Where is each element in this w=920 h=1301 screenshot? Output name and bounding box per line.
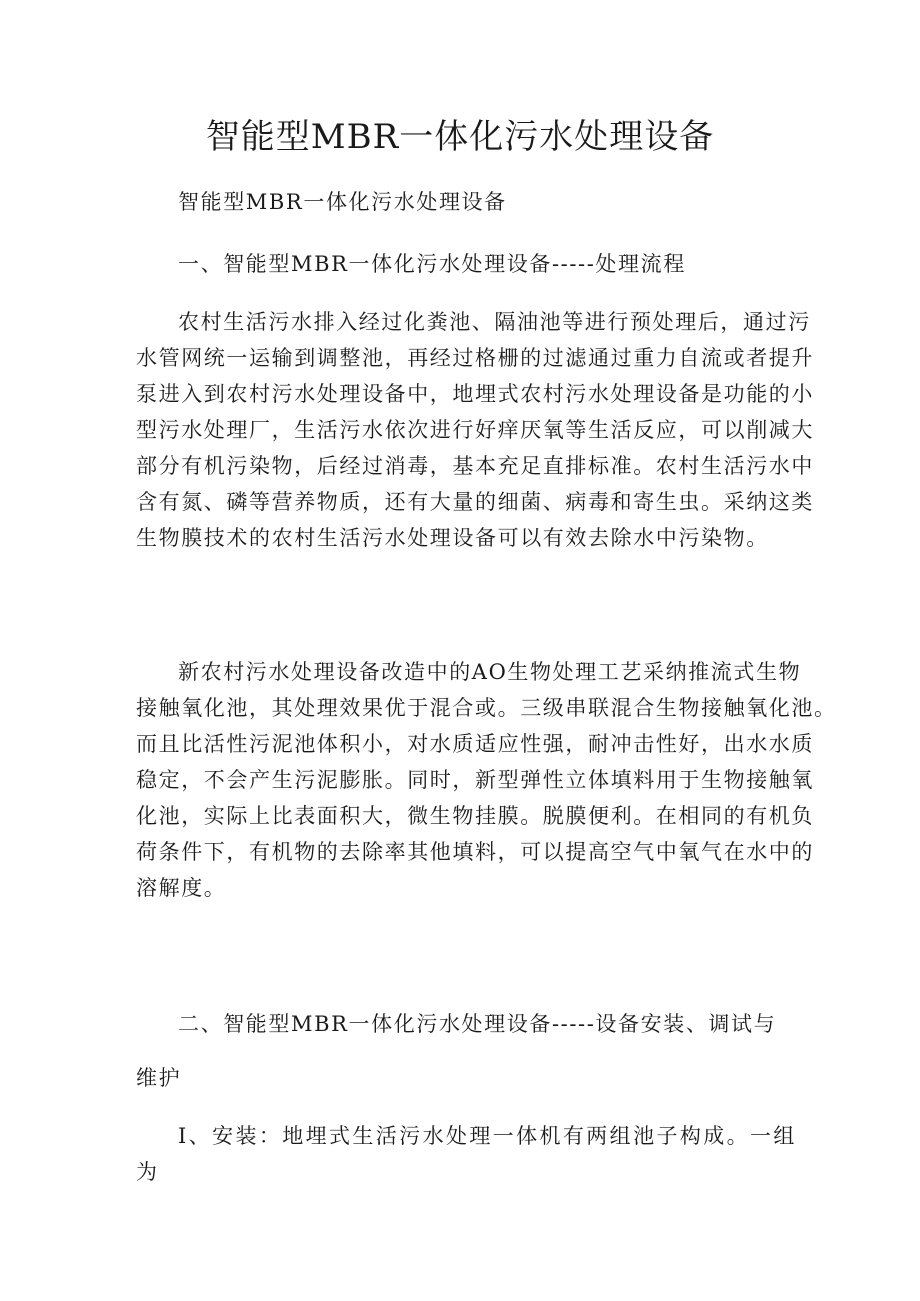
- paragraph-1-line: 水管网统一运输到调整池，再经过格栅的过滤通过重力自流或者提升: [136, 346, 814, 370]
- document-title: 智能型MBR一体化污水处理设备: [205, 117, 715, 157]
- section-2-heading: 二、智能型MBR一体化污水处理设备-----设备安装、调试与: [178, 1012, 777, 1036]
- paragraph-1: [136, 304, 814, 628]
- paragraph-2-line: 荷条件下，有机物的去除率其他填料，可以提高空气中氧气在水中的: [136, 840, 814, 864]
- section-2-heading-continued: 维护: [136, 1066, 182, 1090]
- paragraph-2-line: 稳定，不会产生污泥膨胀。同时，新型弹性立体填料用于生物接触氧: [136, 768, 814, 792]
- item-1-installation: I、安装：地埋式生活污水处理一体机有两组池子构成。一组为: [136, 1124, 796, 1184]
- document-subtitle: 智能型MBR一体化污水处理设备: [178, 190, 507, 214]
- paragraph-2-line: 新农村污水处理设备改造中的AO生物处理工艺采纳推流式生物: [178, 660, 802, 684]
- paragraph-2-line: 接触氧化池，其处理效果优于混合或。三级串联混合生物接触氧化池。: [136, 696, 837, 720]
- paragraph-1-line: 农村生活污水排入经过化粪池、隔油池等进行预处理后，通过污: [178, 310, 811, 334]
- section-1-heading: 一、智能型MBR一体化污水处理设备-----处理流程: [178, 252, 686, 276]
- paragraph-1-line: 生物膜技术的农村生活污水处理设备可以有效去除水中污染物。: [136, 526, 769, 550]
- paragraph-2-line: 溶解度。: [136, 876, 227, 900]
- paragraph-1-line: 型污水处理厂，生活污水依次进行好痒厌氧等生活反应，可以削减大: [136, 418, 814, 442]
- paragraph-1-line: 泵进入到农村污水处理设备中，地埋式农村污水处理设备是功能的小: [136, 382, 814, 406]
- paragraph-1-line: 部分有机污染物，后经过消毒，基本充足直排标准。农村生活污水中: [136, 454, 814, 478]
- paragraph-2: [136, 654, 837, 978]
- paragraph-1-line: 含有氮、磷等营养物质，还有大量的细菌、病毒和寄生虫。采纳这类: [136, 490, 814, 514]
- paragraph-2-line: 而且比活性污泥池体积小，对水质适应性强，耐冲击性好，出水水质: [136, 732, 814, 756]
- paragraph-2-line: 化池，实际上比表面积大，微生物挂膜。脱膜便利。在相同的有机负: [136, 804, 814, 828]
